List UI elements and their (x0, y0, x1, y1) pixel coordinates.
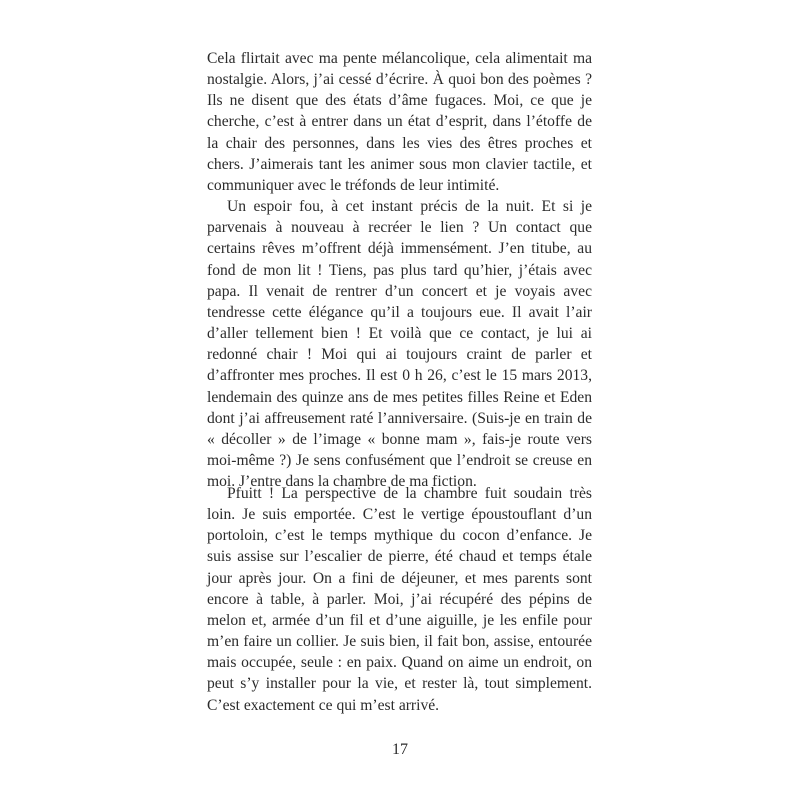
text-section-2 (207, 483, 592, 716)
paragraph: Pfuitt ! La perspective de la chambre fuit soudain très loin. Je suis emportée. C’est le vertige époustouflant d’un portoloin, c’est le temps mythique du cocon d’enfance. Je suis assise sur l’escalier de pierre, été chaud et temps étale jour après jour. On a fini de déjeuner, et mes parents sont encore à table, à parler. Moi, j’ai récupéré des pépins de melon et, armée d’un fil et d’une aiguille, je les enfile pour m’en faire un collier. Je suis bien, il fait bon, assise, entourée mais occupée, seule : en paix. Quand on aime un endroit, on peut s’y installer pour la vie, et rester là, tout simplement. C’est exactement ce qui m’est arrivé. (207, 485, 592, 714)
paragraph: Cela flirtait avec ma pente mélancolique, cela alimentait ma nostalgie. Alors, j’ai cessé d’écrire. À quoi bon des poèmes ? Ils ne disent que des états d’âme fugaces. Moi, ce que je cherche, c’est à entrer dans un état d’esprit, dans l’étoffe de la chair des personnes, dans les vies des êtres proches et chers. J’aimerais tant les animer sous mon clavier tactile, et communiquer avec le tréfonds de leur intimité. (207, 50, 592, 194)
paragraph: Un espoir fou, à cet instant précis de la nuit. Et si je parvenais à nouveau à recréer le lien ? Un contact que certains rêves m’offrent déjà immensément. J’en titube, au fond de mon lit ! Tiens, pas plus tard qu’hier, j’étais avec papa. Il venait de rentrer d’un concert et je voyais avec tendresse cette élégance qu’il a toujours eue. Il avait l’air d’aller tellement bien ! Et voilà que ce contact, je lui ai redonné chair ! Moi qui ai toujours craint de parler et d’affronter mes proches. Il est 0 h 26, c’est le 15 mars 2013, lendemain des quinze ans de mes petites filles Reine et Eden dont j’ai affreusement raté l’anniversaire. (Suis-je en train de « décoller » de l’image « bonne mam », fais-je route vers moi-même ?) Je sens confusément que l’endroit se creuse en moi. J’entre dans la chambre de ma fiction. (207, 198, 592, 491)
text-section-1 (207, 48, 592, 492)
page-number: 17 (392, 741, 408, 758)
